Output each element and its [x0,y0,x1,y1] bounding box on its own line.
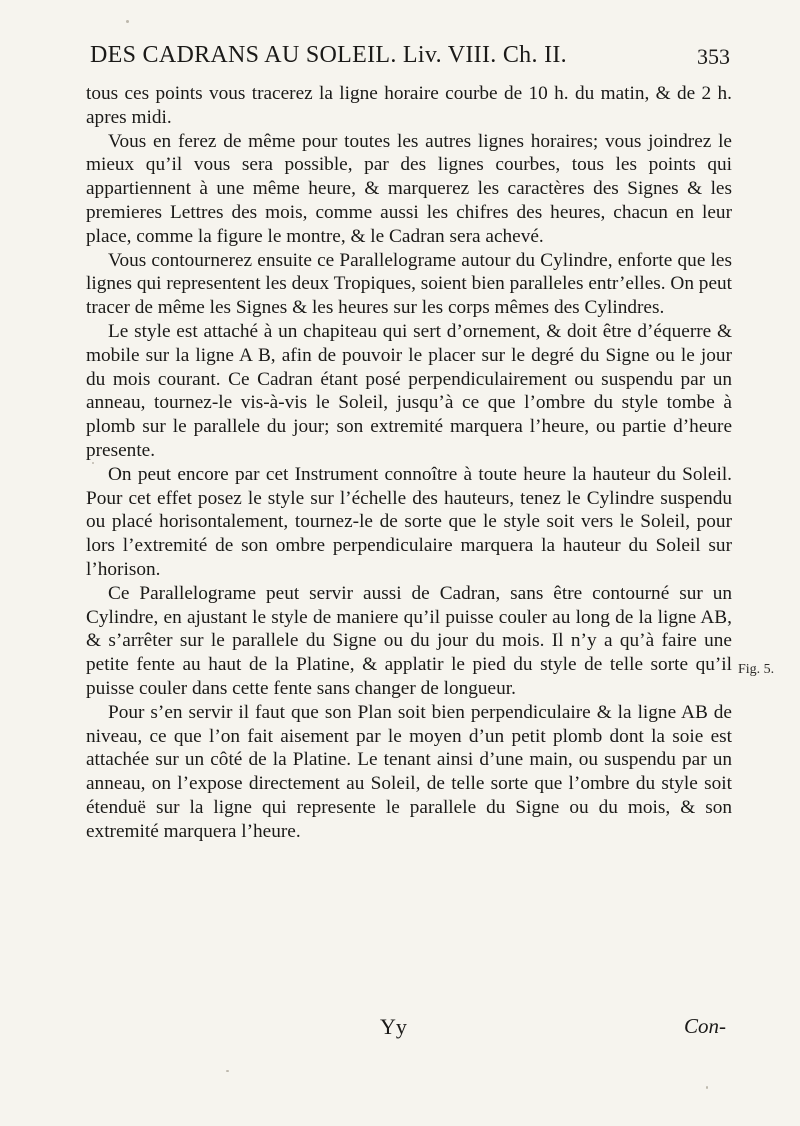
page-number: 353 [697,44,730,69]
page-footer [0,1014,800,1044]
paragraph-usage: Pour s’en servir il faut que son Plan soit bien perpendiculaire & la ligne AB de niveau, ce que l’on fait aisement par le moyen d’un petit plomb dont la soie est attachée sur un côté de la Platine. Le tenant ainsi d’une main, ou suspendu par un anneau, on l’expose directement au Soleil, de telle sorte que l’ombre du style soit étenduë sur la ligne qui represente le parallele du Signe ou du mois, & son extremité marquera l’heure. [86,701,732,842]
paper-speck [706,1086,708,1089]
paragraph-cylinder-wrapping: Vous contournerez ensuite ce Parallelograme autour du Cylindre, enforte que les lignes qui representent les deux Tropiques, soient bien paralleles entr’elles. On peut tracer de même les Signes & les heures sur les corps mêmes des Cylindres. [86,249,732,319]
paragraph-continuation: tous ces points vous tracerez la ligne horaire courbe de 10 h. du matin, & de 2 h. apres midi. [86,83,732,128]
paragraph-sun-height: On peut encore par cet Instrument connoître à toute heure la hauteur du Soleil. Pour cet effet posez le style sur l’échelle des hauteurs, tenez le Cylindre suspendu ou placé horisontalement, tournez-le de sorte que le style soit vers le Soleil, pour lors l’extremité de son ombre perpendiculaire marquera la hauteur du Soleil sur l’horison. [86,463,732,580]
paper-speck [126,20,129,23]
paper-speck [226,1070,229,1072]
paragraph-hour-lines: Vous en ferez de même pour toutes les autres lignes horaires; vous joindrez le mieux qu’il vous sera possible, par des lignes courbes, tous les points qui appartiennent à une même heure, & marquerez les caractères des Signes & les premieres Lettres des mois, comme aussi les chifres des heures, chacun en leur place, comme la figure le montre, & le Cadran sera achevé. [86,130,732,247]
signature-mark: Yy [380,1014,407,1039]
page-header [90,42,730,82]
paragraph-flat-dial: Ce Parallelograme peut servir aussi de Cadran, sans être contourné sur un Cylindre, en ajustant le style de maniere qu’il puisse couler au long de la ligne AB, & s’arrêter sur le parallele du Signe ou du jour du mois. Il n’y a qu’à faire une petite fente au haut de la Platine, & applatir le pied du style de telle sorte qu’il puisse couler dans cette fente sans changer de longueur. [86,582,732,699]
body-text [86,82,732,844]
catchword: Con- [684,1014,726,1038]
running-head: DES CADRANS AU SOLEIL. Liv. VIII. Ch. II. [90,42,567,68]
paper-speck [92,462,94,464]
figure-margin-note: Fig. 5. [738,662,775,677]
paragraph-style-gnomon: Le style est attaché à un chapiteau qui sert d’ornement, & doit être d’équerre & mobile sur la ligne A B, afin de pouvoir le placer sur le degré du Signe ou le jour du mois courant. Ce Cadran étant posé perpendiculairement ou suspendu par un anneau, tournez-le vis-à-vis le Soleil, jusqu’à ce que l’ombre du style tombe à plomb sur le parallele du jour; son extremité marquera l’heure, ou partie d’heure presente. [86,320,732,461]
